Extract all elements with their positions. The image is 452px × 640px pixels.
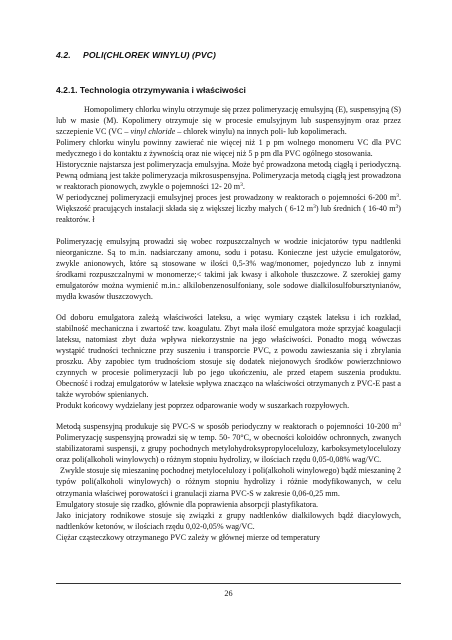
paragraph: Historycznie najstarsza jest polimeryzacja emulsyjna. Może być prowadzona metodą ciągłą i periodyczną. Pewną odmianą jest także polimeryzacja mikrosuspensyjna. Polimeryzacja metodą ciągłą jest prowadzona w reaktorach pionowych, zwykle o pojemności 12- 20 $m^3$. — [56, 160, 401, 192]
paragraph: Produkt końcowy wydzielany jest poprzez odparowanie wody w suszarkach rozpyłowych. — [56, 401, 350, 411]
paragraph: Polimery chlorku winylu powinny zawierać nie więcej niż 1 p pm wolnego monomeru VC dla PVC medycznego i do kontaktu z żywnością oraz nie więcej niż 5 p pm dla PVC ogólnego stosowania. — [56, 138, 401, 159]
section-title: POLI(CHLOREK WINYLU) (PVC) — [83, 50, 216, 60]
body-text — [56, 104, 401, 543]
paragraph: Zwykle stosuje się mieszaninę pochodnej metylocelulozy i poli(alkoholi winylowego) bądź mieszaninę 2 typów poli(alkoholi winylowych) o różnym stopniu hydrolizy i różnie modyfikowanych, w celu otrzymania właściwej porowatości i granulacji ziarna PVC-S w zakresie 0,06-0,25 mm. — [56, 466, 401, 498]
paragraph: Metodą suspensyjną produkuje się PVC-S w sposób periodyczny w reaktorach o pojemności 10-200 $m^3$ Polimeryzację suspensyjną prowadzi się w temp. 50- 70°C, w obecności koloidów ochronnych, zwanych stabilizatorami suspensji, z grupy pochodnych metylohydroksypropylocelulozy, karboksymetylocelulozy oraz poli(alkoholi winylowych) o różnym stopniu hydrolizy, w ilościach rzędu 0,05-0,08% wag/VC. — [56, 422, 401, 465]
subsection-number: 4.2.1. — [56, 85, 78, 95]
paragraph: W periodycznej polimeryzacji emulsyjnej proces jest prowadzony w reaktorach o pojemności 6-200 $m^3$. Większość pracujących instalacji składa się z większej liczby małych ( 6-12 $m^3$) lub średnich ( 16-40 $m^3$) reaktorów. ł — [56, 193, 401, 225]
paragraph: Ciężar cząsteczkowy otrzymanego PVC zależy w głównej mierze od temperatury — [56, 532, 321, 542]
subsection-heading — [56, 85, 246, 95]
paragraph: Emulgatory stosuje się rzadko, głównie dla poprawienia absorpcji plastyfikatora. — [56, 499, 319, 509]
paragraph: Od doboru emulgatora zależą właściwości lateksu, a więc wymiary cząstek lateksu i ich rozkład, stabilność mechaniczna i zwartość tzw. koagulatu. Zbyt mała ilość emulgatora może sprzyjać koagulacji lateksu, natomiast zbyt duża wpływa niekorzystnie na jego właściwości. Ponadto mogą wówczas wystąpić trudności techniczne przy suszeniu i transporcie PVC, z powodu zawieszania się i zbrylania proszku. Aby zapobiec tym trudnościom stosuje się dodatek niejonowych środków powierzchniowo czynnych w procesie polimeryzacji lub po jego ukończeniu, ale przed etapem suszenia produktu. Obecność i rodzaj emulgatorów w lateksie wpływa znacząco na właściwości otrzymanych z PVC-E past a także wyrobów spienianych. — [56, 312, 401, 400]
subsection-title: Technologia otrzymywania i właściwości — [79, 85, 246, 95]
page-number: 26 — [224, 589, 233, 598]
section-heading — [56, 50, 216, 60]
paragraph: Polimeryzację emulsyjną prowadzi się wobec rozpuszczalnych w wodzie inicjatorów typu nadtlenki nieorganiczne. Są to m.in. nadsiarczany amonu, sodu i potasu. Konieczne jest użycie emulgatorów, zwykle anionowych, które są stosowane w ilości 0,5-3% wag/monomer, pojedynczo lub z innymi środkami rozpuszczalnymi w monomerze;< takimi jak kwasy i alkohole tłuszczowe. Z szerokiej gamy emulgatorów można wymienić m.in.: alkilobenzenosulfoniany, sole sodowe dialkilosulfobursztynianów, mydła kwasów tłuszczowych. — [56, 236, 401, 301]
paragraph: Homopolimery chlorku winylu otrzymuje się przez polimeryzację emulsyjną (E), suspensyjną (S) lub w masie (M). Kopolimery otrzymuje się w procesie emulsyjnym lub suspensyjnym oraz przez szczepienie VC (VC – vinyl chloride – chlorek winylu) na innych poli- lub kopolimerach. — [56, 105, 401, 137]
footer-divider — [56, 583, 401, 584]
paragraph: Jako inicjatory rodnikowe stosuje się związki z grupy nadtlenków dialkilowych bądź diacylowych, nadtlenków ketonów, w ilościach rzędu 0,02-0,05% wag/VC. — [56, 510, 401, 531]
section-number: 4.2. — [56, 50, 71, 60]
